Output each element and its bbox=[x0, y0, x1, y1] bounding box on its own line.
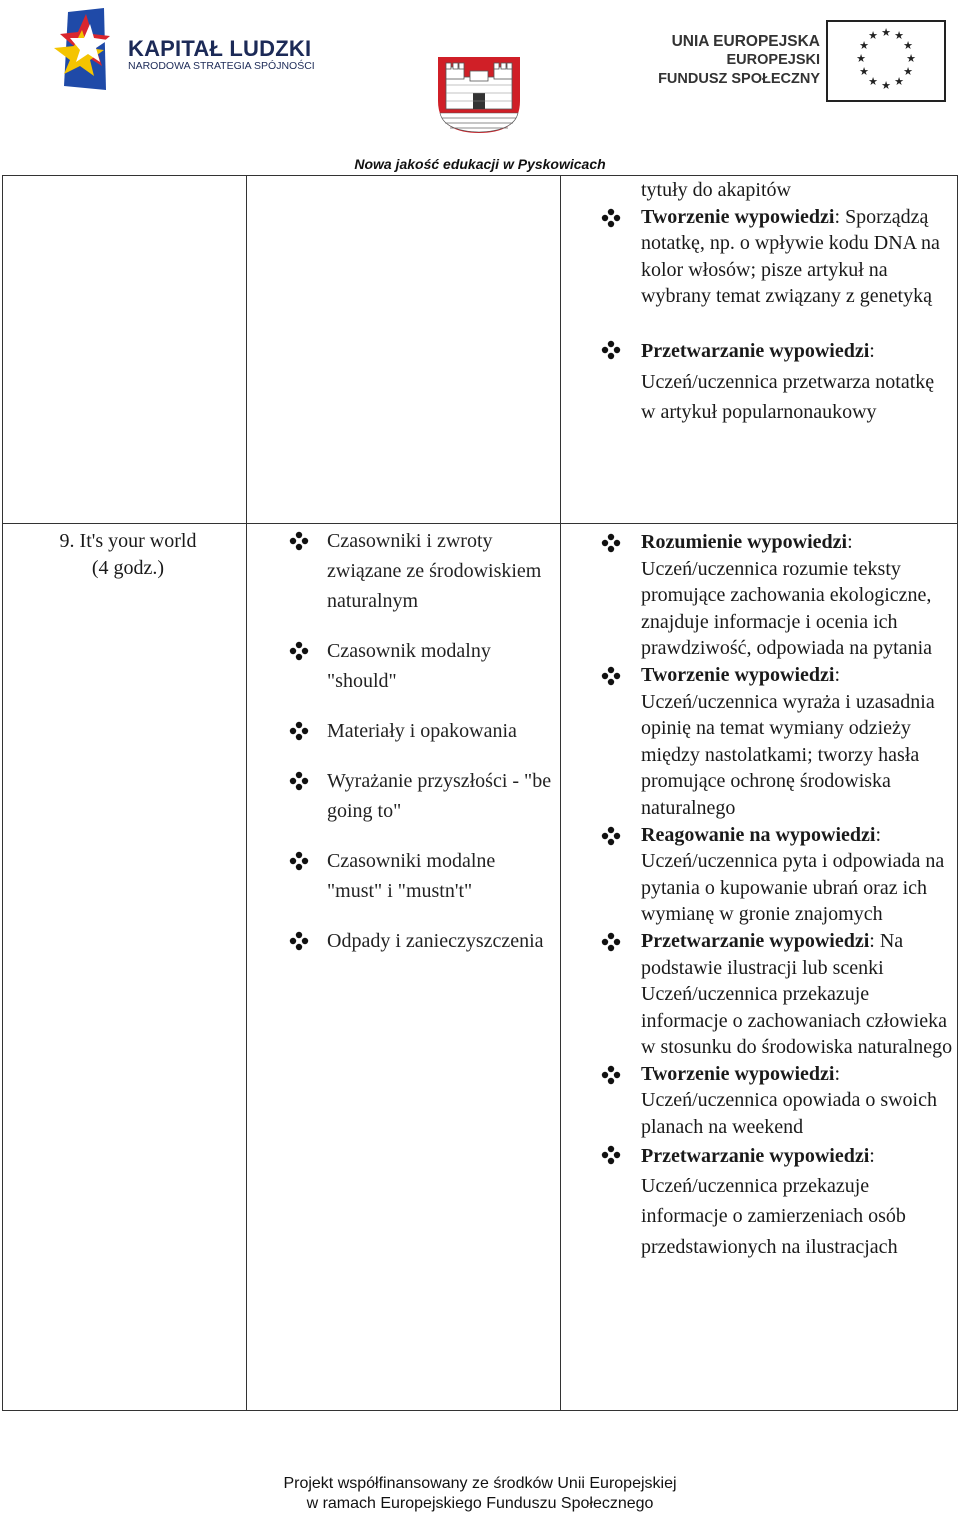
svg-text:★: ★ bbox=[894, 30, 904, 42]
topic-item bbox=[289, 716, 553, 746]
topic-item bbox=[289, 636, 553, 696]
kapital-ludzki-subtitle: NARODOWA STRATEGIA SPÓJNOŚCI bbox=[128, 60, 315, 72]
page-header bbox=[0, 0, 960, 175]
skill-item bbox=[601, 822, 953, 928]
svg-text:★: ★ bbox=[868, 76, 878, 88]
diamond-bullet-icon bbox=[601, 932, 621, 952]
skill-label: Przetwarzanie wypowiedzi bbox=[641, 1144, 870, 1167]
skill-label: Przetwarzanie wypowiedzi bbox=[641, 929, 870, 952]
prev-row-skills-list bbox=[601, 204, 951, 428]
topic-text: Materiały i opakowania bbox=[327, 720, 517, 742]
skill-item bbox=[601, 1141, 953, 1263]
curriculum-table bbox=[2, 175, 958, 1411]
skill-text: Sporządzą notatkę, np. o wpływie kodu DNA na kolor włosów; pisze artykuł na wybrany temat związany z genetyką bbox=[641, 205, 940, 308]
skill-colon: : bbox=[847, 531, 853, 553]
topic-text: Czasowniki i zwroty związane ze środowiskiem naturalnym bbox=[327, 530, 542, 612]
eu-label bbox=[640, 32, 820, 89]
diamond-bullet-icon bbox=[289, 931, 309, 951]
diamond-bullet-icon bbox=[289, 531, 309, 551]
diamond-bullet-icon bbox=[601, 666, 621, 686]
eu-line-3: FUNDUSZ SPOŁECZNY bbox=[658, 71, 820, 87]
kapital-ludzki-star-icon bbox=[52, 4, 122, 94]
column-divider bbox=[560, 176, 561, 1410]
skill-colon: : bbox=[869, 929, 875, 952]
skill-item bbox=[601, 1061, 953, 1141]
skill-text: Uczeń/uczennica pyta i odpowiada na pytania o kupowanie ubrań oraz ich wymianę w gronie znajomych bbox=[641, 850, 945, 926]
diamond-bullet-icon bbox=[601, 208, 621, 228]
unit-hours: (4 godz.) bbox=[91, 556, 165, 579]
skill-label: Rozumienie wypowiedzi bbox=[641, 531, 848, 553]
skill-text: Uczeń/uczennica przetwarza notatkę w artykuł popularnonaukowy bbox=[641, 370, 935, 424]
svg-text:★: ★ bbox=[881, 27, 891, 39]
skill-item bbox=[601, 529, 953, 662]
skill-label: Przetwarzanie wypowiedzi bbox=[641, 339, 870, 362]
diamond-bullet-icon bbox=[601, 533, 621, 553]
topic-item bbox=[289, 526, 553, 616]
skill-label: Reagowanie na wypowiedzi bbox=[641, 823, 876, 846]
kapital-ludzki-logo bbox=[52, 4, 332, 94]
topic-item bbox=[289, 926, 553, 956]
column-divider bbox=[246, 176, 247, 1410]
svg-text:★: ★ bbox=[881, 80, 891, 92]
skill-colon: : bbox=[869, 1144, 875, 1167]
kapital-ludzki-title: KAPITAŁ LUDZKI bbox=[128, 36, 312, 61]
skill-text: Uczeń/uczennica przekazuje informacje o zamierzeniach osób przedstawionych na ilustracjach bbox=[641, 1175, 906, 1258]
diamond-bullet-icon bbox=[601, 1065, 621, 1085]
diamond-bullet-icon bbox=[289, 771, 309, 791]
skill-colon: : bbox=[834, 1062, 841, 1085]
eu-flag-icon bbox=[826, 20, 946, 102]
svg-text:★: ★ bbox=[859, 66, 869, 78]
page-footer bbox=[0, 1474, 960, 1514]
topics-cell bbox=[289, 526, 553, 976]
diamond-bullet-icon bbox=[289, 641, 309, 661]
footer-line-1: Projekt współfinansowany ze środków Unii Europejskiej bbox=[283, 1475, 677, 1492]
skill-text: Na podstawie ilustracji lub scenki Uczeń/uczennica przekazuje informacje o zachowaniach człowieka w stosunku do środowiska naturalnego bbox=[641, 929, 953, 1059]
eu-line-1: UNIA EUROPEJSKA bbox=[671, 33, 820, 50]
skill-colon: : bbox=[834, 205, 841, 228]
svg-text:★: ★ bbox=[903, 66, 913, 78]
skill-item bbox=[601, 662, 953, 822]
skill-text: Uczeń/uczennica rozumie teksty promujące zachowania ekologiczne, znajduje informacje i ocenia ich prawdziwość, odpowiada na pytania bbox=[641, 557, 933, 660]
svg-text:★: ★ bbox=[906, 53, 916, 65]
diamond-bullet-icon bbox=[601, 1145, 621, 1165]
topics-list bbox=[289, 526, 553, 956]
svg-text:★: ★ bbox=[903, 40, 913, 52]
list-item bbox=[601, 204, 951, 310]
footer-line-2: w ramach Europejskiego Funduszu Społecznego bbox=[306, 1495, 654, 1512]
topic-text: Odpady i zanieczyszczenia bbox=[327, 930, 544, 952]
diamond-bullet-icon bbox=[289, 721, 309, 741]
skill-item bbox=[601, 928, 953, 1061]
topic-text: Wyrażanie przyszłości - "be going to" bbox=[327, 770, 552, 822]
list-item bbox=[601, 336, 951, 428]
svg-text:★: ★ bbox=[859, 40, 869, 52]
pyskowice-crest-icon bbox=[436, 55, 522, 135]
eu-line-2: EUROPEJSKI bbox=[726, 52, 820, 68]
skill-colon: : bbox=[869, 339, 875, 362]
topic-text: Czasownik modalny "should" bbox=[327, 640, 491, 692]
skill-label: Tworzenie wypowiedzi bbox=[641, 1062, 835, 1085]
skill-text: Uczeń/uczennica opowiada o swoich planach na weekend bbox=[641, 1089, 937, 1139]
diamond-bullet-icon bbox=[601, 340, 621, 360]
unit-title: 9. It's your world bbox=[59, 530, 197, 552]
project-subtitle: Nowa jakość edukacji w Pyskowicach bbox=[354, 156, 606, 172]
diamond-bullet-icon bbox=[289, 851, 309, 871]
topic-text: Czasowniki modalne "must" i "mustn't" bbox=[327, 850, 496, 902]
topic-item bbox=[289, 846, 553, 906]
topic-item bbox=[289, 766, 553, 826]
skills-list bbox=[601, 529, 953, 1262]
skill-label: Tworzenie wypowiedzi bbox=[641, 663, 835, 686]
svg-text:★: ★ bbox=[894, 76, 904, 88]
unit-cell bbox=[23, 528, 233, 581]
skills-cell bbox=[601, 529, 953, 1262]
skill-colon: : bbox=[834, 663, 841, 686]
skill-colon: : bbox=[875, 823, 882, 846]
row-divider bbox=[3, 523, 957, 524]
skill-label: Tworzenie wypowiedzi bbox=[641, 205, 835, 228]
continuation-text: tytuły do akapitów bbox=[641, 179, 791, 201]
prev-row-skills-cell bbox=[601, 177, 951, 428]
skill-text: Uczeń/uczennica wyraża i uzasadnia opinię na temat wymiany odzieży między nastolatkami; tworzy hasła promujące ochronę środowiska naturalnego bbox=[641, 690, 935, 819]
diamond-bullet-icon bbox=[601, 826, 621, 846]
svg-text:★: ★ bbox=[868, 30, 878, 42]
svg-text:★: ★ bbox=[856, 53, 866, 65]
